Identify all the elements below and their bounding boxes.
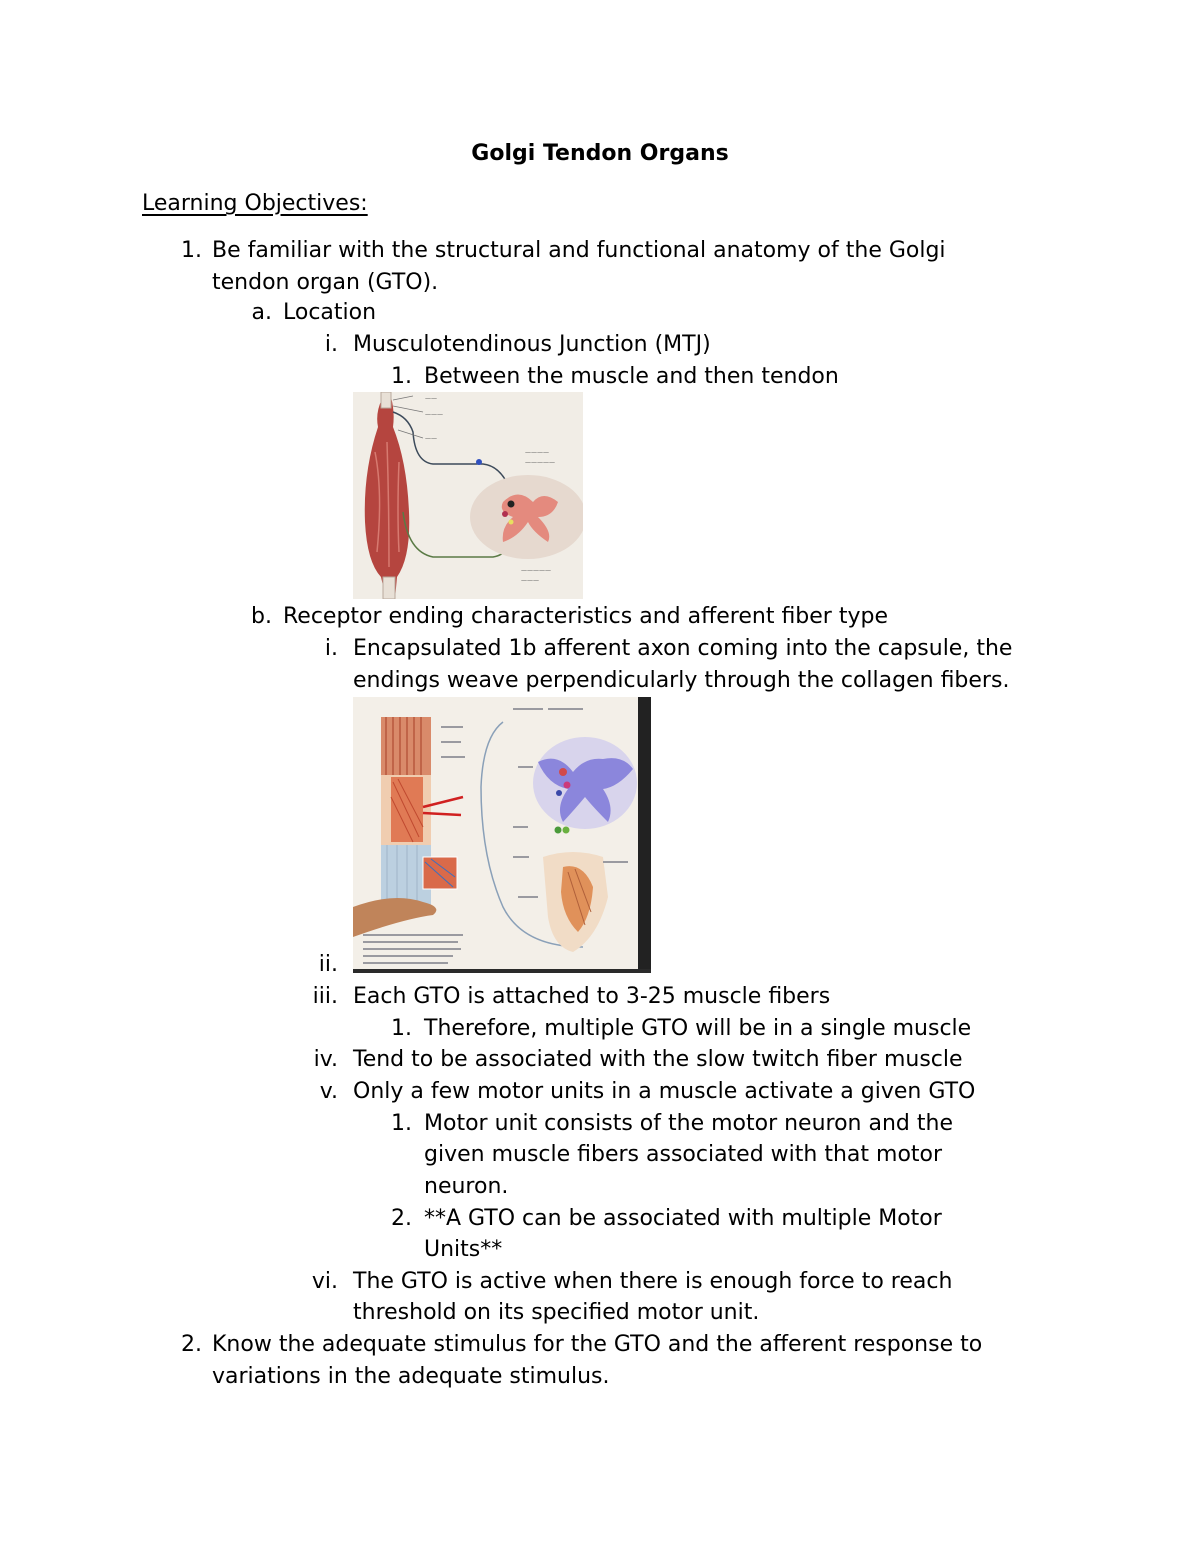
list-item-text: neuron.	[424, 1174, 509, 1199]
svg-text:———: ———	[521, 577, 539, 584]
list-item-text: Encapsulated 1b afferent axon coming into the capsule, the	[353, 636, 1013, 661]
svg-text:——: ——	[425, 395, 437, 402]
svg-text:———: ———	[425, 411, 443, 418]
list-item-text: Location	[283, 300, 377, 325]
list-marker: ii.	[318, 952, 338, 977]
list-marker: 1.	[391, 1016, 412, 1041]
list-marker: 2.	[181, 1332, 202, 1357]
svg-text:————: ————	[525, 449, 549, 456]
list-marker: i.	[324, 332, 338, 357]
list-marker: 1.	[181, 238, 202, 263]
gto-anatomy-figure	[353, 697, 651, 973]
list-marker: vi.	[311, 1269, 338, 1294]
list-item-text: Tend to be associated with the slow twitch fiber muscle	[353, 1047, 963, 1072]
list-item-text: endings weave perpendicularly through the collagen fibers.	[353, 668, 1010, 693]
list-item-text: variations in the adequate stimulus.	[212, 1364, 610, 1389]
list-item-text: Each GTO is attached to 3-25 muscle fibers	[353, 984, 831, 1009]
list-item-text: Units**	[424, 1237, 503, 1262]
page-title: Golgi Tendon Organs	[471, 141, 729, 166]
svg-text:——: ——	[425, 435, 437, 442]
list-marker: 1.	[391, 364, 412, 389]
list-item-text: The GTO is active when there is enough force to reach	[353, 1269, 953, 1294]
list-marker: a.	[251, 300, 272, 325]
list-item-text: Know the adequate stimulus for the GTO and the afferent response to	[212, 1332, 983, 1357]
list-item-text: Musculotendinous Junction (MTJ)	[353, 332, 711, 357]
list-marker: b.	[251, 604, 272, 629]
list-item-text: Be familiar with the structural and functional anatomy of the Golgi	[212, 238, 946, 263]
list-marker: 2.	[391, 1206, 412, 1231]
list-item-text: Receptor ending characteristics and afferent fiber type	[283, 604, 888, 629]
list-item-text: threshold on its specified motor unit.	[353, 1300, 760, 1325]
list-item-text: given muscle fibers associated with that motor	[424, 1142, 943, 1167]
list-item-text: Between the muscle and then tendon	[424, 364, 839, 389]
list-marker: iii.	[312, 984, 338, 1009]
list-item-text: **A GTO can be associated with multiple Motor	[424, 1206, 942, 1231]
list-marker: v.	[319, 1079, 338, 1104]
list-marker: i.	[324, 636, 338, 661]
svg-text:—————: —————	[521, 567, 551, 574]
list-item-text: Only a few motor units in a muscle activate a given GTO	[353, 1079, 976, 1104]
list-marker: iv.	[313, 1047, 338, 1072]
list-marker: 1.	[391, 1111, 412, 1136]
learning-objectives-heading: Learning Objectives:	[142, 191, 368, 216]
gto-reflex-figure	[353, 392, 583, 599]
list-item-text: Therefore, multiple GTO will be in a single muscle	[424, 1016, 972, 1041]
svg-text:—————: —————	[525, 459, 555, 466]
list-item-text: tendon organ (GTO).	[212, 270, 439, 295]
list-item-text: Motor unit consists of the motor neuron and the	[424, 1111, 953, 1136]
